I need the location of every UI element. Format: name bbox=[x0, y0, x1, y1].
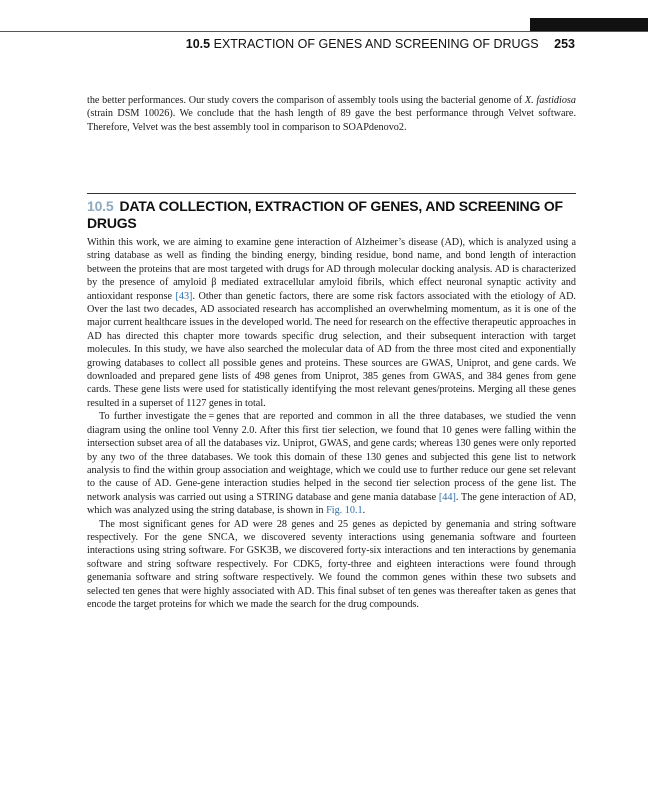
intro-block bbox=[87, 94, 576, 134]
paragraph-2-text-b: . The gene interaction of AD, which was analyzed using the string database, is shown in bbox=[87, 491, 576, 517]
section-title: DATA COLLECTION, EXTRACTION OF GENES, AND SCREENING OF DRUGS bbox=[87, 198, 563, 231]
body-paragraph-1 bbox=[87, 236, 576, 410]
species-name: X. fastidiosa bbox=[524, 95, 576, 106]
body-paragraph-2 bbox=[87, 410, 576, 517]
running-head-title: EXTRACTION OF GENES AND SCREENING OF DRUGS bbox=[213, 37, 539, 51]
header-rule bbox=[0, 31, 648, 32]
running-head-section-number: 10.5 bbox=[185, 37, 211, 51]
citation-link-43[interactable]: [43] bbox=[175, 290, 193, 302]
body-paragraph-3: The most significant genes for AD were 28 genes and 25 genes as depicted by genemania and string software respectively. For the gene SNCA, we discovered seventy interactions using genemania software and fourteen interactions using string software. For GSK3B, we discovered forty-six interactions and ten interactions by genemania software and string software respectively. For CDK5, forty-three and eighteen interactions were found through genemania software and string software respectively. We found the common genes within these two subsets and selected ten genes that were highly associated with AD. This final subset of ten genes was thereafter taken as genes that encode the target proteins for which we made the search for the drug compounds. bbox=[87, 518, 576, 610]
intro-text-end: (strain DSM 10026). We conclude that the hash length of 89 gave the best performance through Velvet software. Therefore, Velvet was the best assembly tool in comparison to SOAPdenovo2. bbox=[87, 108, 576, 133]
paragraph-2-text-c: . bbox=[362, 505, 366, 517]
section-heading bbox=[87, 198, 576, 232]
page-number: 253 bbox=[554, 37, 575, 51]
figure-link[interactable]: Fig. 10.1 bbox=[326, 505, 363, 517]
section-number: 10.5 bbox=[87, 198, 114, 214]
header-tab-bar bbox=[530, 18, 648, 31]
paragraph-1-text-a: Within this work, we are aiming to examine gene interaction of Alzheimer’s disease (AD), which is analyzed using a string database as well as finding the binding energy, binding residue, bond name, and bond length of interaction between the proteins that are most targeted with drugs for AD through molecular docking analysis. AD is characterized by the presence of amyloid β mediated extracellular amyloid fibrils, which effect neuronal synaptic activity and antioxidant response bbox=[87, 237, 576, 302]
intro-paragraph bbox=[87, 94, 576, 134]
running-head bbox=[186, 37, 575, 51]
paragraph-1-text-b: . Other than genetic factors, there are some risk factors associated with the etiology of AD. Over the last two decades, AD associated research has accomplished an overwhelming momentum, as it is one of the major current healthcare issues in the developed world. The need for research on the effective therapeutic approaches in AD has directed this chapter more towards specific drug selection, and their subsequent interaction with target molecules. In this study, we have also searched the molecular data of AD from the three most cited and exponentially growing databases to collect all possible genes and proteins. These sources are GWAS, Uniprot, and gene cards. We downloaded and prepared gene lists of 498 genes from Uniprot, 385 genes from GWAS, and 384 genes from gene cards. These gene lists were used for statistically identifying the most relevant genes/proteins. Merging all these genes resulted in a superset of 1127 genes in total. bbox=[87, 290, 576, 409]
citation-link-44[interactable]: [44] bbox=[438, 491, 456, 503]
paragraph-2-text-a: To further investigate the = genes that are reported and common in all the three databases, we studied the venn diagram using the online tool Venny 2.0. After this first tier selection, we found that 10 genes were falling within the intersection subset area of all the databases viz. Uniprot, GWAS, and gene cards; whereas 130 genes were only reported by any two of the three databases. We took this domain of these 130 genes and subjected this gene list to network analysis to find the within group association and weightage, which we could use to further reduce our gene set relevant to the cause of AD. Gene-gene interaction studies helped in the second tier selection process of the gene list. The network analysis was carried out using a STRING database and gene mania database bbox=[87, 411, 576, 503]
section-divider bbox=[87, 193, 576, 194]
intro-text-start: the better performances. Our study covers the comparison of assembly tools using the bacterial genome of bbox=[87, 95, 525, 106]
section-body bbox=[87, 236, 576, 611]
